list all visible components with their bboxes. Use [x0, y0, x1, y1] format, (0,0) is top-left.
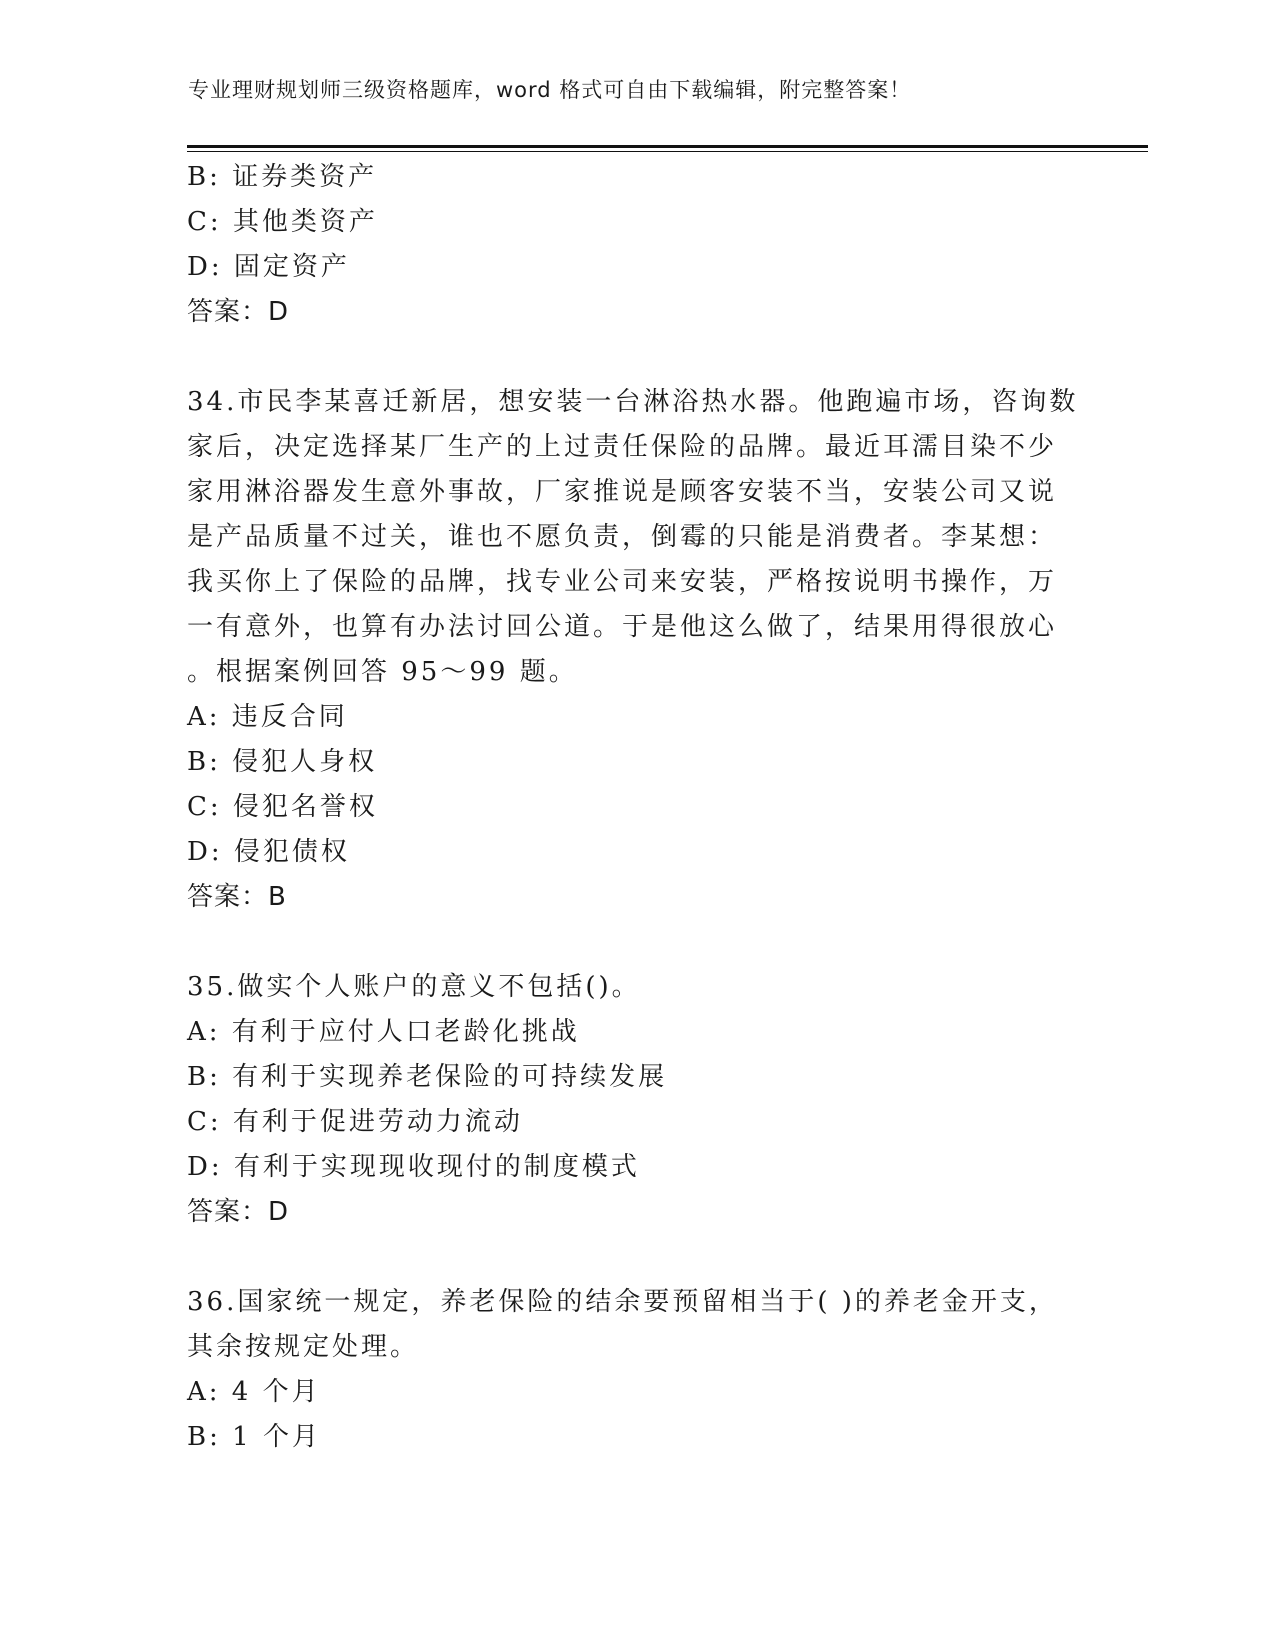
- option-a: A: 4 个月: [187, 1377, 321, 1407]
- header-rule-thin: [187, 151, 1148, 152]
- question-text-line: 其余按规定处理。: [187, 1332, 420, 1362]
- spacer: [187, 1235, 1087, 1280]
- question-text-line: 是产品质量不过关，谁也不愿负责，倒霉的只能是消费者。李某想：: [187, 522, 1058, 552]
- question-text-line: 家用淋浴器发生意外事故，厂家推说是顾客安装不当，安装公司又说: [187, 477, 1058, 507]
- answer-line: 答案：B: [187, 882, 287, 912]
- document-header: 专业理财规划师三级资格题库，word 格式可自由下载编辑，附完整答案！: [188, 78, 912, 102]
- option-c: C: 侵犯名誉权: [187, 792, 378, 822]
- question-34: [187, 380, 1087, 920]
- question-text-line: 我买你上了保险的品牌，找专业公司来安装，严格按说明书操作，万: [187, 567, 1058, 597]
- answer-line: 答案：D: [187, 1197, 290, 1227]
- option-d: D: 侵犯债权: [187, 837, 350, 867]
- question-text-line: 36.国家统一规定，养老保险的结余要预留相当于( )的养老金开支，: [187, 1287, 1058, 1317]
- question-text-line: 35.做实个人账户的意义不包括()。: [187, 972, 641, 1002]
- option-c: C: 其他类资产: [187, 207, 378, 237]
- header-rule-thick: [187, 145, 1148, 148]
- option-a: A: 违反合同: [187, 702, 348, 732]
- option-d: D: 有利于实现现收现付的制度模式: [187, 1152, 640, 1182]
- option-b: B: 有利于实现养老保险的可持续发展: [187, 1062, 668, 1092]
- question-text-line: 一有意外，也算有办法讨回公道。于是他这么做了，结果用得很放心: [187, 612, 1058, 642]
- option-c: C: 有利于促进劳动力流动: [187, 1107, 523, 1137]
- option-d: D: 固定资产: [187, 252, 350, 282]
- question-33-tail: [187, 155, 1087, 335]
- question-text-line: 34.市民李某喜迁新居，想安装一台淋浴热水器。他跑遍市场，咨询数: [187, 387, 1079, 417]
- spacer: [187, 335, 1087, 380]
- answer-line: 答案：D: [187, 297, 290, 327]
- question-36: [187, 1280, 1087, 1460]
- spacer: [187, 920, 1087, 965]
- option-b: B: 1 个月: [187, 1422, 321, 1452]
- question-text-line: 。根据案例回答 95～99 题。: [187, 657, 578, 687]
- option-b: B: 侵犯人身权: [187, 747, 378, 777]
- question-content: [187, 155, 1087, 1460]
- option-a: A: 有利于应付人口老龄化挑战: [187, 1017, 580, 1047]
- option-b: B: 证券类资产: [187, 162, 378, 192]
- question-text-line: 家后，决定选择某厂生产的上过责任保险的品牌。最近耳濡目染不少: [187, 432, 1058, 462]
- question-35: [187, 965, 1087, 1235]
